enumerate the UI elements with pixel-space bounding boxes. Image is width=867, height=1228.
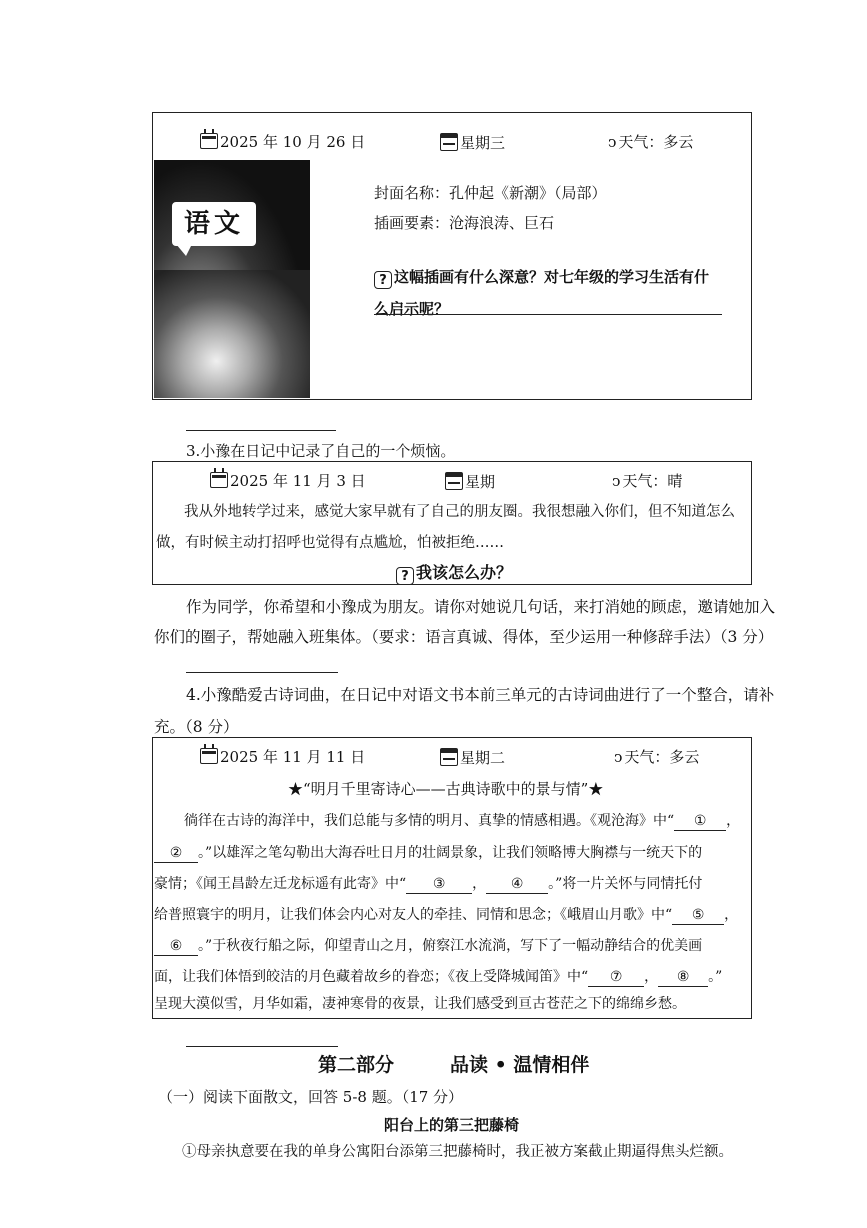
answer-line — [186, 1046, 338, 1047]
blank-3[interactable]: ③ — [406, 876, 472, 894]
blank-5[interactable]: ⑤ — [672, 907, 724, 925]
q3-date-row — [210, 472, 366, 490]
q4-text: ， — [726, 813, 741, 829]
q3-date: 2025 年 11 月 3 日 — [230, 472, 366, 490]
cover-elements: 插画要素：沧海浪涛、巨石 — [374, 214, 555, 232]
q3-question-text: 我该怎么办？ — [416, 563, 513, 582]
q4-weather-row — [614, 748, 699, 766]
answer-line — [186, 672, 338, 673]
entry1-question-line2: 么启示呢？ — [374, 300, 450, 318]
q4-text: 豪情；《闻王昌龄左迁龙标遥有此寄》中“ — [154, 876, 407, 892]
q4-line5 — [154, 938, 702, 956]
q4-text: ， — [724, 907, 739, 923]
q3-weekday: 星期 — [465, 473, 496, 491]
q3-task-line2: 你们的圈子，帮她融入班集体。（要求：语言真诚、得体，至少运用一种修辞手法）（3 分） — [154, 628, 774, 646]
calendar-icon — [200, 748, 218, 764]
q4-line2 — [154, 845, 702, 863]
blank-2[interactable]: ② — [154, 845, 198, 863]
q4-text: 。”将一片关怀与同情托付 — [548, 876, 703, 892]
blank-7[interactable]: ⑦ — [588, 969, 644, 987]
question-underline — [374, 314, 722, 315]
blank-4[interactable]: ④ — [486, 876, 548, 894]
bubble-tail — [176, 244, 192, 256]
entry1-weekday: 星期三 — [460, 134, 506, 152]
entry1-weather-row — [608, 133, 693, 151]
q4-text: 。”以雄浑之笔勾勒出大海吞吐日月的壮阔景象，让我们领略博大胸襟与一统天下的 — [198, 845, 703, 861]
blank-6[interactable]: ⑥ — [154, 938, 198, 956]
entry1-date-row — [200, 133, 365, 151]
entry1-question-text: 这幅插画有什么深意？对七年级的学习生活有什 — [394, 268, 710, 286]
q4-text: ， — [644, 969, 659, 985]
cover-title: 语文 — [172, 202, 256, 246]
blank-1[interactable]: ① — [674, 813, 726, 831]
q4-line6 — [154, 969, 722, 987]
q4-line3 — [154, 876, 702, 894]
q4-weekday: 星期二 — [460, 749, 506, 767]
blank-8[interactable]: ⑧ — [658, 969, 708, 987]
calendar-page-icon — [440, 133, 458, 151]
calendar-icon — [210, 472, 228, 488]
entry1-weather: 天气：多云 — [618, 133, 694, 151]
q3-weekday-row — [445, 472, 495, 491]
q4-text: 。” — [708, 969, 723, 985]
question-icon: ? — [374, 271, 392, 289]
q4-text: 面，让我们体悟到皎洁的月色藏着故乡的眷恋；《夜上受降城闻笛》中“ — [154, 969, 589, 985]
question-icon: ? — [396, 567, 414, 585]
essay-title: 阳台上的第三把藤椅 — [384, 1116, 520, 1134]
weather-icon: ↄ — [612, 472, 621, 490]
q4-date: 2025 年 11 月 11 日 — [220, 748, 366, 766]
weather-icon: ↄ — [608, 133, 617, 151]
weather-icon: ↄ — [614, 748, 623, 766]
q4-text: 徜徉在古诗的海洋中，我们总能与多情的明月、真挚的情感相遇。《观沧海》中“ — [184, 813, 675, 829]
entry1-weekday-row — [440, 133, 505, 152]
answer-line — [186, 430, 336, 431]
calendar-page-icon — [445, 472, 463, 490]
q4-line4 — [154, 907, 738, 925]
calendar-icon — [200, 133, 218, 149]
q4-text: ， — [472, 876, 487, 892]
q4-text: 。”于秋夜行船之际，仰望青山之月，俯察江水流淌，写下了一幅动静结合的优美画 — [198, 938, 703, 954]
q4-weather: 天气：多云 — [624, 748, 700, 766]
q3-task-line1: 作为同学，你希望和小豫成为朋友。请你对她说几句话，来打消她的顾虑，邀请她加入 — [186, 598, 776, 616]
q3-question — [396, 563, 512, 585]
entry1-date: 2025 年 10 月 26 日 — [220, 133, 366, 151]
q3-diary-line2: 做，有时候主动打招呼也觉得有点尴尬，怕被拒绝…… — [156, 535, 504, 551]
q4-line1 — [184, 813, 740, 831]
part2-heading: 第二部分 — [318, 1054, 395, 1076]
q3-weather-row — [612, 472, 682, 490]
q4-line7: 呈现大漠似雪，月华如霜，凄神寒骨的夜景，让我们感受到亘古苍茫之下的绵绵乡愁。 — [154, 996, 686, 1012]
q3-weather: 天气：晴 — [622, 472, 683, 490]
q4-stem-line1: 4.小豫酷爱古诗词曲，在日记中对语文书本前三单元的古诗词曲进行了一个整合，请补 — [186, 686, 775, 704]
textbook-cover-image — [154, 160, 310, 398]
q3-stem: 3.小豫在日记中记录了自己的一个烦恼。 — [186, 442, 456, 460]
entry1-question-line1 — [374, 268, 709, 289]
wave-illustration — [154, 270, 310, 398]
q3-diary-line1: 我从外地转学过来，感觉大家早就有了自己的朋友圈。我很想融入你们，但不知道怎么 — [184, 504, 735, 520]
q4-title: ★“明月千里寄诗心——古典诗歌中的景与情”★ — [288, 780, 604, 798]
q4-stem-line2: 充。（8 分） — [154, 718, 239, 736]
calendar-page-icon — [440, 748, 458, 766]
q4-date-row — [200, 748, 365, 766]
part2-subheading: 品读 • 温情相伴 — [450, 1054, 590, 1076]
q4-weekday-row — [440, 748, 505, 767]
part2-intro: （一）阅读下面散文，回答 5-8 题。（17 分） — [158, 1088, 464, 1106]
q4-text: 给普照寰宇的明月，让我们体会内心对友人的牵挂、同情和思念；《峨眉山月歌》中“ — [154, 907, 673, 923]
cover-name: 封面名称：孔仲起《新潮》（局部） — [374, 184, 607, 202]
essay-paragraph-1: ①母亲执意要在我的单身公寓阳台添第三把藤椅时，我正被方案截止期逼得焦头烂额。 — [182, 1144, 733, 1160]
